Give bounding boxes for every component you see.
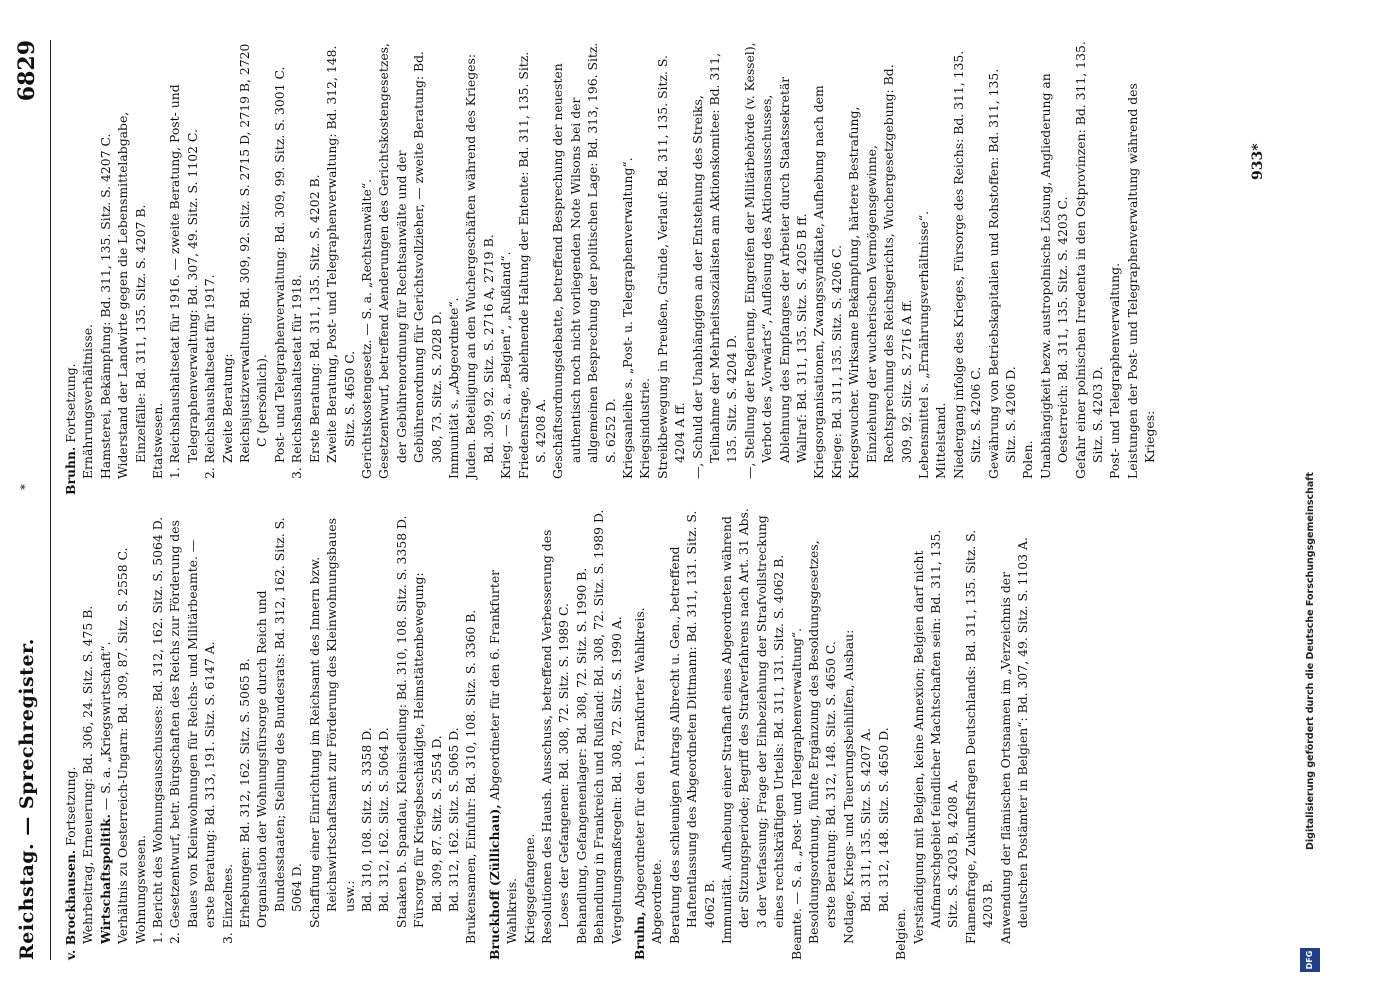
register-entry bbox=[1072, 40, 1107, 495]
right-column bbox=[62, 40, 1159, 495]
entry-text: Gerichtskostengesetz. — S. a. „Rechtsanwälte“. bbox=[358, 178, 374, 479]
entry-text: Erhebungen: Bd. 312, 162. Sitz. S. 5065 B. bbox=[237, 658, 253, 928]
register-entry bbox=[840, 505, 857, 960]
register-entry bbox=[132, 505, 149, 960]
register-entry bbox=[445, 505, 462, 960]
entry-text: Wohnungswesen. bbox=[132, 834, 148, 944]
entry-text: Verhältnis zu Oesterreich-Ungarn: Bd. 309, 87. Sitz. S. 2558 C. bbox=[115, 547, 131, 944]
register-entry bbox=[515, 40, 550, 495]
register-entry bbox=[323, 40, 358, 495]
register-entry bbox=[718, 505, 788, 960]
entry-text: Erste Beratung: Bd. 311, 135. Sitz. S. 4202 B. bbox=[306, 174, 322, 463]
register-entry bbox=[166, 40, 201, 495]
entry-text: 2. Gesetzentwurf, betr. Bürgschaften des Reichs zur Förderung des Baues von Kleinwohnungen für Reichs- und Militärbeamte. — erste Beratung: Bd. 313, 191. Sitz. S. 6147 A. bbox=[167, 520, 218, 944]
register-entry bbox=[962, 505, 997, 960]
register-entry bbox=[950, 40, 985, 495]
register-entry bbox=[62, 40, 79, 495]
entry-text: Krieg. — S. a. „Belgien“, „Rußland“. bbox=[498, 251, 514, 479]
entry-text: Leistungen der Post- und Telegraphenverwaltung während des Krieges: bbox=[1124, 83, 1158, 479]
register-entry bbox=[219, 505, 236, 960]
register-entry bbox=[79, 505, 96, 960]
entry-text: Reichsjustizverwaltung: Bd. 309, 92. Sitz. S. 2715 D, 2719 B, 2720 C (persönlich). bbox=[237, 43, 270, 463]
entry-text: 3. Einzelnes. bbox=[219, 863, 235, 944]
register-entry bbox=[114, 40, 149, 495]
entry-text: Fortsetzung. bbox=[63, 363, 78, 443]
register-entry bbox=[636, 40, 653, 495]
entry-text: Bd. 312, 162. Sitz. S. 5064 D. bbox=[376, 727, 392, 912]
entry-text: Organisation der Wohnungsfürsorge durch Reich und Bundesstaaten; Stellung des Bundesrats: Bd. 312, 162. Sitz. S. 5064 D. bbox=[254, 517, 305, 928]
entry-text: Widerstand der Landwirte gegen die Lebensmittelabgabe, Einzelfälle: Bd. 311, 135. Sitz. S. 4207 B. bbox=[115, 111, 148, 479]
register-entry bbox=[619, 40, 636, 495]
entry-text: Kriegsanleihe s. „Post- u. Telegraphenverwaltung“. bbox=[620, 157, 635, 479]
entry-text: Geschäftsordnungsdebatte, betreffend Besprechung der neuesten authentisch noch nicht vorliegenden Note Wilsons bei der allgemeinen Besprechung der politischen Lage: Bd. 313, 196. Sitz. S. 6252 D. bbox=[550, 42, 618, 479]
entry-text: 2. Reichshaushaltsetat für 1917. bbox=[202, 274, 218, 479]
register-entry bbox=[810, 40, 845, 495]
register-entry bbox=[857, 505, 874, 960]
entry-text: Lebensmittel s. „Ernährungsverhältnisse“. bbox=[915, 210, 931, 479]
running-title: Reichstag. — Sprechregister. bbox=[16, 638, 38, 960]
entry-text: Kriegsindustrie. bbox=[637, 377, 653, 479]
register-entry bbox=[573, 505, 590, 960]
page-header bbox=[12, 40, 52, 960]
entry-text: — S. a. „Kriegswirtschaft“. bbox=[97, 641, 113, 811]
register-entry bbox=[149, 505, 166, 960]
entry-text: Niedergang infolge des Krieges, Fürsorge des Reichs: Bd. 311, 135. Sitz. S. 4206 C. bbox=[950, 50, 984, 479]
entry-text: Verständigung mit Belgien, keine Annexion; Belgien darf nicht Aufmarschgebiet feindlicher Machtschaften sein: Bd. 311, 135. Sitz. S. 4203 B, 4208 A. bbox=[910, 529, 961, 944]
register-entry bbox=[97, 505, 114, 960]
entry-heading: Bruhn. bbox=[63, 446, 78, 495]
header-asterisk: * bbox=[18, 484, 32, 490]
entry-text: Vergeltungsmaßregeln: Bd. 308, 72. Sitz. S. 1990 A. bbox=[608, 616, 624, 944]
entry-text: Immunität. Aufhebung einer Strafhaft eines Abgeordneten während der Sitzungsperiode; Begriff des Strafverfahrens nach Art. 31 Abs. 3 der Verfassung; Frage der Einbeziehung der Strafvollstreckung eines rechtskräftigen Urteils: Bd. 311, 131. Sitz. S. 4062 B. bbox=[719, 508, 787, 944]
register-entry bbox=[219, 40, 236, 495]
entry-text: —, Schuld der Unabhängigen an der Entstehung des Streiks, Teilnahme der Mehrheitssozialisten am Aktionskomitee: Bd. 311, 135. Sitz. S. 4204 D. bbox=[689, 52, 740, 479]
dfg-logo: DFG bbox=[1300, 948, 1320, 972]
entry-text: Zweite Beratung: bbox=[219, 353, 235, 463]
register-entry bbox=[462, 40, 497, 495]
register-entry bbox=[486, 505, 521, 960]
entry-text: Etatswesen. bbox=[150, 402, 166, 479]
entry-text: Notlage, Kriegs- und Teuerungsbeihilfen, Ausbau: bbox=[840, 629, 856, 944]
register-entry bbox=[845, 40, 915, 495]
entry-text: Polen. bbox=[1020, 440, 1036, 479]
entry-text: Kriegsgefangene. bbox=[521, 833, 537, 944]
register-entry bbox=[985, 40, 1020, 495]
entry-text: Schaffung einer Einrichtung im Reichsamt des Innern bzw. Reichswirtschaftsamt zur Förderung des Kleinwohnungsbaues usw.: bbox=[306, 517, 357, 928]
register-entry bbox=[875, 505, 892, 960]
entry-text: Streikbewegung in Preußen, Gründe, Verlauf: Bd. 311, 135. Sitz. S. 4204 A ff. bbox=[654, 55, 688, 479]
entry-text: 1. Bericht des Wohnungsausschusses: Bd. 312, 162. Sitz. S. 5064 D. bbox=[150, 516, 166, 944]
register-entry bbox=[393, 505, 410, 960]
entry-text: Bd. 312, 148. Sitz. S. 4650 D. bbox=[875, 727, 891, 912]
entry-text: Mittelstand. bbox=[933, 402, 949, 479]
register-entry bbox=[288, 40, 305, 495]
entry-text: Abgeordneter für den 6. Frankfurter Wahlkreis. bbox=[486, 569, 520, 944]
register-entry bbox=[97, 40, 114, 495]
entry-text: 1. Reichshaushaltsetat für 1916. — zweite Beratung, Post- und Telegraphenverwaltung: Bd. 307, 49. Sitz. S. 1102 C. bbox=[167, 84, 200, 479]
register-entry bbox=[428, 505, 445, 960]
entry-text: Behandlung in Frankreich und Rußland: Bd. 308, 72. Sitz. S. 1989 D. bbox=[591, 509, 607, 944]
register-entry bbox=[521, 505, 538, 960]
register-entry bbox=[631, 505, 648, 960]
entry-text: Resolutionen des Haush. Ausschuss, betreffend Verbesserung des Loses der Gefangenen: Bd. 308, 72. Sitz. S. 1989 C. bbox=[538, 529, 572, 944]
entry-text: Kriegswucher. Wirksame Bekämpfung, härtere Bestrafung, Einziehung der wucherischen Vermögensgewinne, Rechtsprechung des Reichsgerichts, Wuchergesetzgebung: Bd. 309, 92. Sitz. S. 2716 A ff. bbox=[846, 64, 914, 479]
entry-text: Zweite Beratung, Post- und Telegraphenverwaltung: Bd. 312, 148. Sitz. S. 4650 C. bbox=[324, 45, 357, 463]
header-rule bbox=[50, 40, 51, 960]
register-entry bbox=[892, 505, 909, 960]
register-entry bbox=[358, 40, 375, 495]
digitization-credit: Digitalisierung gefördert durch die Deutsche Forschungsgemeinschaft bbox=[1305, 472, 1316, 850]
register-entry bbox=[236, 40, 271, 495]
entry-text: Bd. 310, 108. Sitz. S. 3358 D. bbox=[358, 727, 374, 912]
entry-text: Immunität s. „Abgeordnete“. bbox=[445, 297, 461, 479]
register-entry bbox=[445, 40, 462, 495]
register-entry bbox=[149, 40, 166, 495]
entry-text: Juden. Beteiligung an den Wuchergeschäften während des Krieges: Bd. 309, 92. Sitz. S. 2716 A, 2719 B. bbox=[463, 53, 496, 479]
entry-text: Ernährungsverhältnisse. bbox=[80, 324, 96, 479]
entry-text: Post- und Telegraphenverwaltung: Bd. 309, 99. Sitz. S. 3001 C. bbox=[271, 66, 287, 463]
register-entry bbox=[654, 40, 689, 495]
entry-text: —, Stellung der Regierung, Eingreifen der Militärbehörde (v. Kessel), Verbot des „Vorwärts“, Auflösung des Aktionsausschusses, Ablehnung des Empfanges der Arbeiter durch Staatssekretär Wallraf: Bd. 311, 135. Sitz. S. 4205 B ff. bbox=[741, 42, 810, 479]
entry-text: 3. Reichshaushaltsetat für 1918. bbox=[289, 274, 305, 479]
entry-text: Fürsorge für Kriegsbeschädigte, Heimstättenbewegung: bbox=[411, 572, 427, 928]
register-entry bbox=[306, 40, 323, 495]
register-entry bbox=[306, 505, 358, 960]
register-entry bbox=[497, 40, 514, 495]
register-entry bbox=[1019, 40, 1036, 495]
entry-text: Anwendung der flämischen Ortsnamen im „Verzeichnis der deutschen Postämter in Belgien“: Bd. 307, 49. Sitz. S. 1103 A. bbox=[997, 537, 1030, 944]
entry-text: Gesetzentwurf, betreffend Aenderungen des Gerichtskostengesetzes, der Gebührenordnung für Rechtsanwälte und der Gebührenordnung für Gerichtsvollzieher, — zweite Beratung: Bd. 308, 73. Sitz. S. 2028 D. bbox=[376, 43, 444, 479]
entry-text: Staaken b. Spandau, Kleinsiedlung: Bd. 310, 108. Sitz. S. 3358 D. bbox=[393, 515, 409, 928]
register-entry bbox=[166, 505, 218, 960]
entry-text: Abgeordnete. bbox=[649, 858, 665, 944]
entry-text: Beamte. — S. a. „Post- und Telegraphenverwaltung“. bbox=[788, 627, 804, 960]
entry-text: Kriegsorganisationen, Zwangssyndikate, Aufhebung nach dem Kriege: Bd. 311, 135. Sitz. S. 4206 C. bbox=[811, 85, 844, 479]
register-entry bbox=[62, 505, 79, 960]
register-entry bbox=[114, 505, 131, 960]
register-entry bbox=[375, 40, 445, 495]
entry-text: Bd. 312, 162. Sitz. S. 5065 D. bbox=[445, 727, 461, 912]
entry-text: Hamsterei, Bekämpfung: Bd. 311, 135. Sitz. S. 4207 C. bbox=[97, 133, 113, 479]
entry-text: Flamenfrage, Zukunftsfragen Deutschlands: Bd. 311, 135. Sitz. S. 4203 B. bbox=[962, 529, 996, 944]
entry-text: Gefahr einer polnischen Irredenta in den Ostprovinzen: Bd. 311, 135. Sitz. S. 4203 D. bbox=[1072, 41, 1105, 479]
entry-text: Post- und Telegraphenverwaltung. bbox=[1107, 262, 1123, 479]
entry-text: Gewährung von Betriebskapitalien und Rohstoffen: Bd. 311, 135. Sitz. S. 4206 D. bbox=[985, 68, 1018, 479]
entry-text: Belgien. bbox=[893, 908, 909, 960]
register-entry bbox=[689, 40, 741, 495]
entry-text: Brukensamen, Einfuhr: Bd. 310, 108. Sitz. S. 3360 B. bbox=[463, 609, 479, 944]
register-entry bbox=[741, 40, 811, 495]
register-entry bbox=[253, 505, 305, 960]
register-entry bbox=[462, 505, 479, 960]
entry-text: Beratung des schleunigen Antrags Albrecht u. Gen., betreffend Haftentlassung des Abgeordneten Dittmann: Bd. 311, 131. Sitz. S. 4062 B. bbox=[666, 510, 717, 944]
entry-text: Bd. 311, 135. Sitz. S. 4207 A. bbox=[858, 727, 874, 912]
register-entry bbox=[1124, 40, 1159, 495]
entry-heading: Bruhn, bbox=[632, 911, 647, 960]
entry-heading: Wirtschaftspolitik. bbox=[97, 814, 113, 944]
entry-text: Friedensfrage, ablehnende Haltung der Entente: Bd. 311, 135. Sitz. S. 4208 A. bbox=[515, 51, 548, 479]
entry-text: Behandlung, Gefangenenlager: Bd. 308, 72. Sitz. S. 1990 B. bbox=[573, 567, 589, 944]
register-entry bbox=[79, 40, 96, 495]
register-entry bbox=[1106, 40, 1123, 495]
register-entry bbox=[648, 505, 665, 960]
register-entry bbox=[608, 505, 625, 960]
entry-text: Bd. 309, 87. Sitz. S. 2554 D. bbox=[428, 735, 444, 912]
left-column bbox=[62, 505, 1031, 960]
entry-heading: Bruckhoff (Züllichau), bbox=[486, 804, 502, 960]
entry-text: Fortsetzung. bbox=[63, 766, 78, 846]
register-entry bbox=[915, 40, 932, 495]
entry-heading: v. Brockhausen. bbox=[63, 849, 78, 960]
register-entry bbox=[375, 505, 392, 960]
register-entry bbox=[538, 505, 573, 960]
register-entry bbox=[358, 505, 375, 960]
entry-text: Unabhängigkeit bezw. austropolnische Lösung, Angliederung an Oesterreich: Bd. 311, 135. Sitz. S. 4203 C. bbox=[1037, 73, 1071, 479]
register-entry bbox=[590, 505, 607, 960]
entry-text: Wehrbeitrag, Erneuerung: Bd. 306, 24. Sitz. S. 475 B. bbox=[80, 605, 96, 944]
register-entry bbox=[549, 40, 619, 495]
register-entry bbox=[997, 505, 1032, 960]
entry-text: Abgeordneter für den 1. Frankfurter Wahlkreis. bbox=[632, 607, 647, 908]
register-entry bbox=[410, 505, 427, 960]
register-entry bbox=[201, 40, 218, 495]
sheet-number: 933* bbox=[1250, 143, 1266, 180]
register-entry bbox=[236, 505, 253, 960]
register-entry bbox=[788, 505, 805, 960]
register-entry bbox=[271, 40, 288, 495]
register-entry bbox=[666, 505, 718, 960]
register-entry bbox=[932, 40, 949, 495]
register-entry bbox=[1037, 40, 1072, 495]
register-entry bbox=[910, 505, 962, 960]
page-number: 6829 bbox=[14, 40, 40, 102]
register-entry bbox=[805, 505, 840, 960]
entry-text: Besoldungsordnung, fünfte Ergänzung des Besoldungsgesetzes, erste Beratung: Bd. 312, 148. Sitz. S. 4650 C. bbox=[806, 540, 839, 944]
